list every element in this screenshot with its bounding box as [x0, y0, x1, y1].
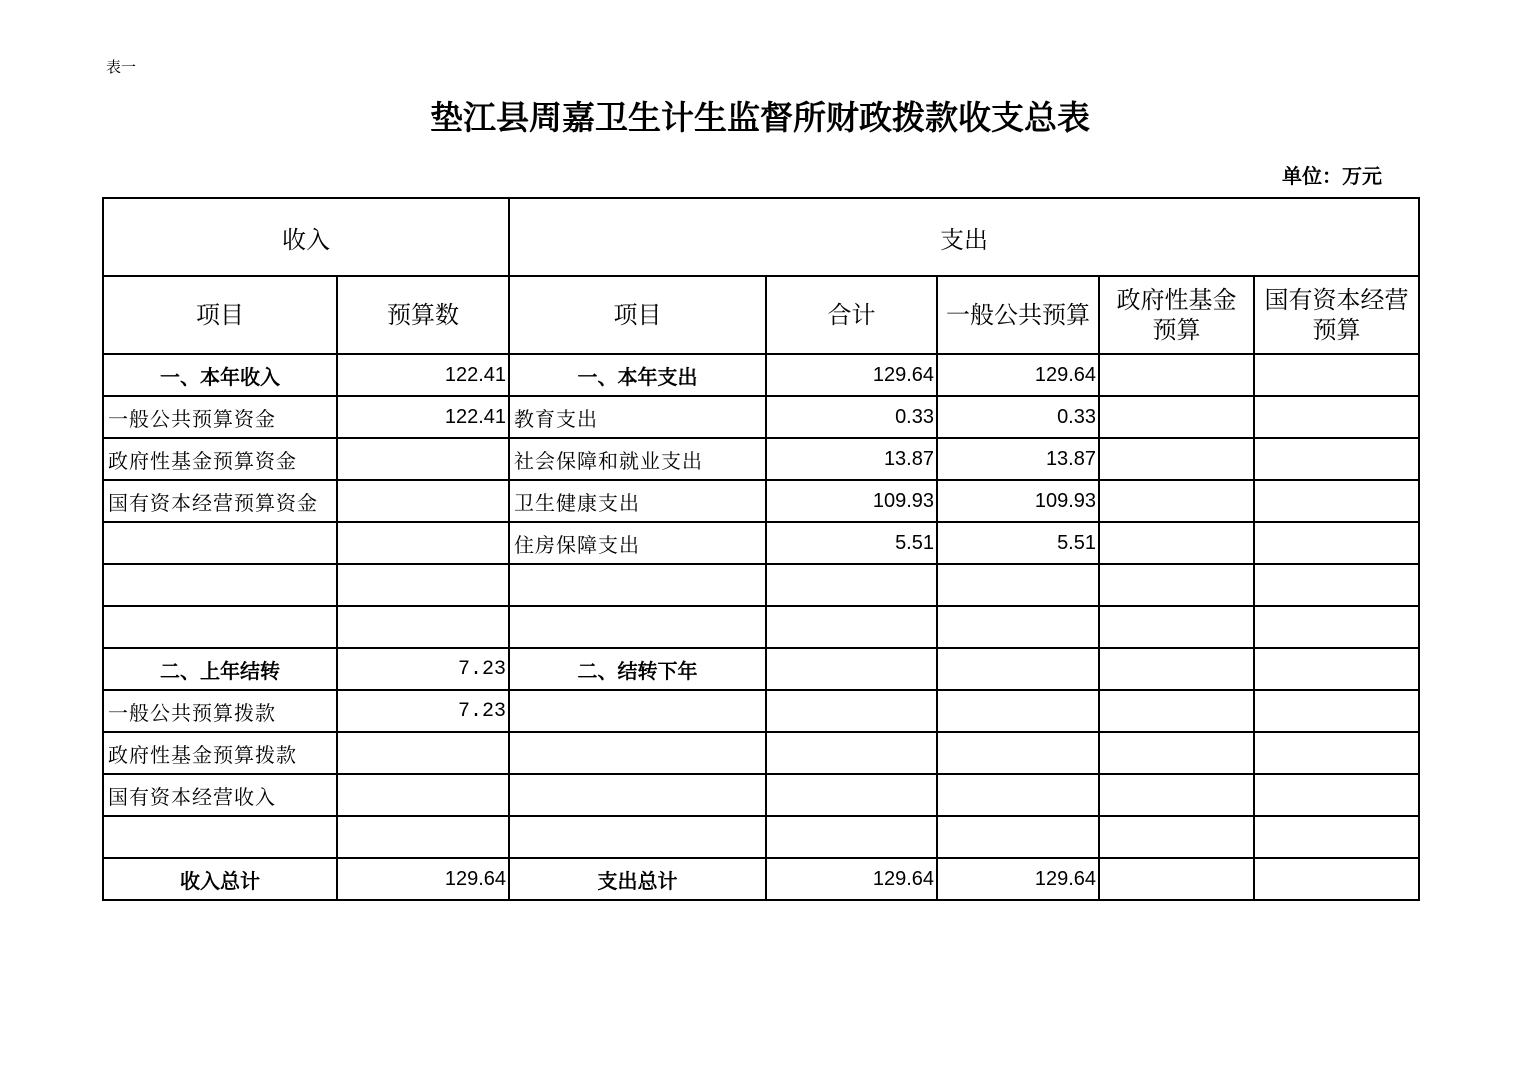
gov-fund-cell — [1099, 522, 1254, 564]
income-budget-cell — [337, 564, 509, 606]
page-title: 垫江县周嘉卫生计生监督所财政拨款收支总表 — [430, 98, 1090, 137]
income-budget-cell — [337, 606, 509, 648]
total-cell: 5.51 — [766, 522, 937, 564]
expense-item-cell — [509, 732, 766, 774]
col-header-income-budget: 预算数 — [337, 276, 509, 354]
total-cell: 109.93 — [766, 480, 937, 522]
state-capital-cell — [1254, 438, 1419, 480]
income-item-cell — [103, 564, 337, 606]
col-header-total: 合计 — [766, 276, 937, 354]
income-budget-cell: 7.23 — [337, 648, 509, 690]
income-total-value: 129.64 — [337, 858, 509, 900]
col-header-gov-fund: 政府性基金预算 — [1099, 276, 1254, 354]
general-budget-cell: 129.64 — [937, 354, 1099, 396]
general-budget-cell — [937, 690, 1099, 732]
fiscal-summary-table — [102, 197, 1420, 901]
gov-fund-cell — [1099, 438, 1254, 480]
total-cell: 129.64 — [766, 354, 937, 396]
col-header-state-capital: 国有资本经营预算 — [1254, 276, 1419, 354]
state-capital-cell — [1254, 648, 1419, 690]
general-budget-cell — [937, 816, 1099, 858]
income-budget-cell — [337, 774, 509, 816]
expense-item-cell: 住房保障支出 — [509, 522, 766, 564]
income-total-label: 收入总计 — [103, 858, 337, 900]
expense-item-cell: 一、本年支出 — [509, 354, 766, 396]
income-item-cell — [103, 816, 337, 858]
column-header-row — [103, 276, 1419, 354]
general-budget-cell: 0.33 — [937, 396, 1099, 438]
gov-fund-cell — [1099, 606, 1254, 648]
table-row — [103, 480, 1419, 522]
gov-fund-cell — [1099, 564, 1254, 606]
income-budget-cell — [337, 816, 509, 858]
gov-fund-cell — [1099, 690, 1254, 732]
expense-item-cell — [509, 564, 766, 606]
state-capital-cell — [1254, 564, 1419, 606]
table-row — [103, 564, 1419, 606]
table-row — [103, 816, 1419, 858]
expense-total-value: 129.64 — [766, 858, 937, 900]
expense-item-cell — [509, 606, 766, 648]
state-capital-cell — [1254, 774, 1419, 816]
state-capital-cell — [1254, 396, 1419, 438]
gov-fund-cell — [1099, 774, 1254, 816]
table-row — [103, 774, 1419, 816]
group-header-row — [103, 198, 1419, 276]
expense-item-cell — [509, 816, 766, 858]
expense-total-label: 支出总计 — [509, 858, 766, 900]
col-header-income-item: 项目 — [103, 276, 337, 354]
income-item-cell: 政府性基金预算拨款 — [103, 732, 337, 774]
expense-item-cell: 教育支出 — [509, 396, 766, 438]
expense-item-cell: 社会保障和就业支出 — [509, 438, 766, 480]
income-budget-cell — [337, 522, 509, 564]
total-cell — [766, 606, 937, 648]
expense-item-cell: 二、结转下年 — [509, 648, 766, 690]
state-capital-cell — [1254, 522, 1419, 564]
general-budget-cell — [937, 606, 1099, 648]
col-header-expense-item: 项目 — [509, 276, 766, 354]
general-budget-cell — [937, 732, 1099, 774]
gov-fund-cell — [1099, 648, 1254, 690]
total-cell: 13.87 — [766, 438, 937, 480]
income-item-cell — [103, 606, 337, 648]
state-capital-cell — [1254, 480, 1419, 522]
table-row — [103, 606, 1419, 648]
gov-fund-cell — [1099, 480, 1254, 522]
table-row — [103, 354, 1419, 396]
income-budget-cell: 7.23 — [337, 690, 509, 732]
state-capital-cell — [1254, 816, 1419, 858]
general-budget-cell: 5.51 — [937, 522, 1099, 564]
state-capital-cell — [1254, 354, 1419, 396]
total-cell — [766, 732, 937, 774]
expense-item-cell — [509, 774, 766, 816]
expense-group-header: 支出 — [509, 198, 1419, 276]
income-item-cell: 国有资本经营收入 — [103, 774, 337, 816]
general-budget-cell: 109.93 — [937, 480, 1099, 522]
state-capital-total-value — [1254, 858, 1419, 900]
gov-fund-cell — [1099, 732, 1254, 774]
general-budget-cell — [937, 648, 1099, 690]
income-item-cell: 政府性基金预算资金 — [103, 438, 337, 480]
table-row — [103, 732, 1419, 774]
income-item-cell: 二、上年结转 — [103, 648, 337, 690]
table-row — [103, 522, 1419, 564]
gov-fund-cell — [1099, 816, 1254, 858]
total-cell — [766, 564, 937, 606]
income-budget-cell — [337, 480, 509, 522]
col-header-general-budget: 一般公共预算 — [937, 276, 1099, 354]
income-item-cell: 一、本年收入 — [103, 354, 337, 396]
totals-row — [103, 858, 1419, 900]
table-row — [103, 438, 1419, 480]
general-budget-total-value: 129.64 — [937, 858, 1099, 900]
income-item-cell: 国有资本经营预算资金 — [103, 480, 337, 522]
income-budget-cell — [337, 438, 509, 480]
table-number-label: 表一 — [106, 58, 137, 76]
gov-fund-cell — [1099, 396, 1254, 438]
state-capital-cell — [1254, 606, 1419, 648]
expense-item-cell — [509, 690, 766, 732]
total-cell — [766, 648, 937, 690]
total-cell — [766, 774, 937, 816]
total-cell — [766, 690, 937, 732]
general-budget-cell: 13.87 — [937, 438, 1099, 480]
expense-item-cell: 卫生健康支出 — [509, 480, 766, 522]
table-row — [103, 648, 1419, 690]
income-item-cell: 一般公共预算拨款 — [103, 690, 337, 732]
state-capital-cell — [1254, 732, 1419, 774]
income-budget-cell: 122.41 — [337, 354, 509, 396]
general-budget-cell — [937, 774, 1099, 816]
income-budget-cell — [337, 732, 509, 774]
table-row — [103, 396, 1419, 438]
gov-fund-total-value — [1099, 858, 1254, 900]
total-cell: 0.33 — [766, 396, 937, 438]
general-budget-cell — [937, 564, 1099, 606]
unit-label: 单位：万元 — [1282, 164, 1382, 188]
income-group-header: 收入 — [103, 198, 509, 276]
state-capital-cell — [1254, 690, 1419, 732]
table-row — [103, 690, 1419, 732]
income-item-cell — [103, 522, 337, 564]
total-cell — [766, 816, 937, 858]
gov-fund-cell — [1099, 354, 1254, 396]
income-item-cell: 一般公共预算资金 — [103, 396, 337, 438]
income-budget-cell: 122.41 — [337, 396, 509, 438]
